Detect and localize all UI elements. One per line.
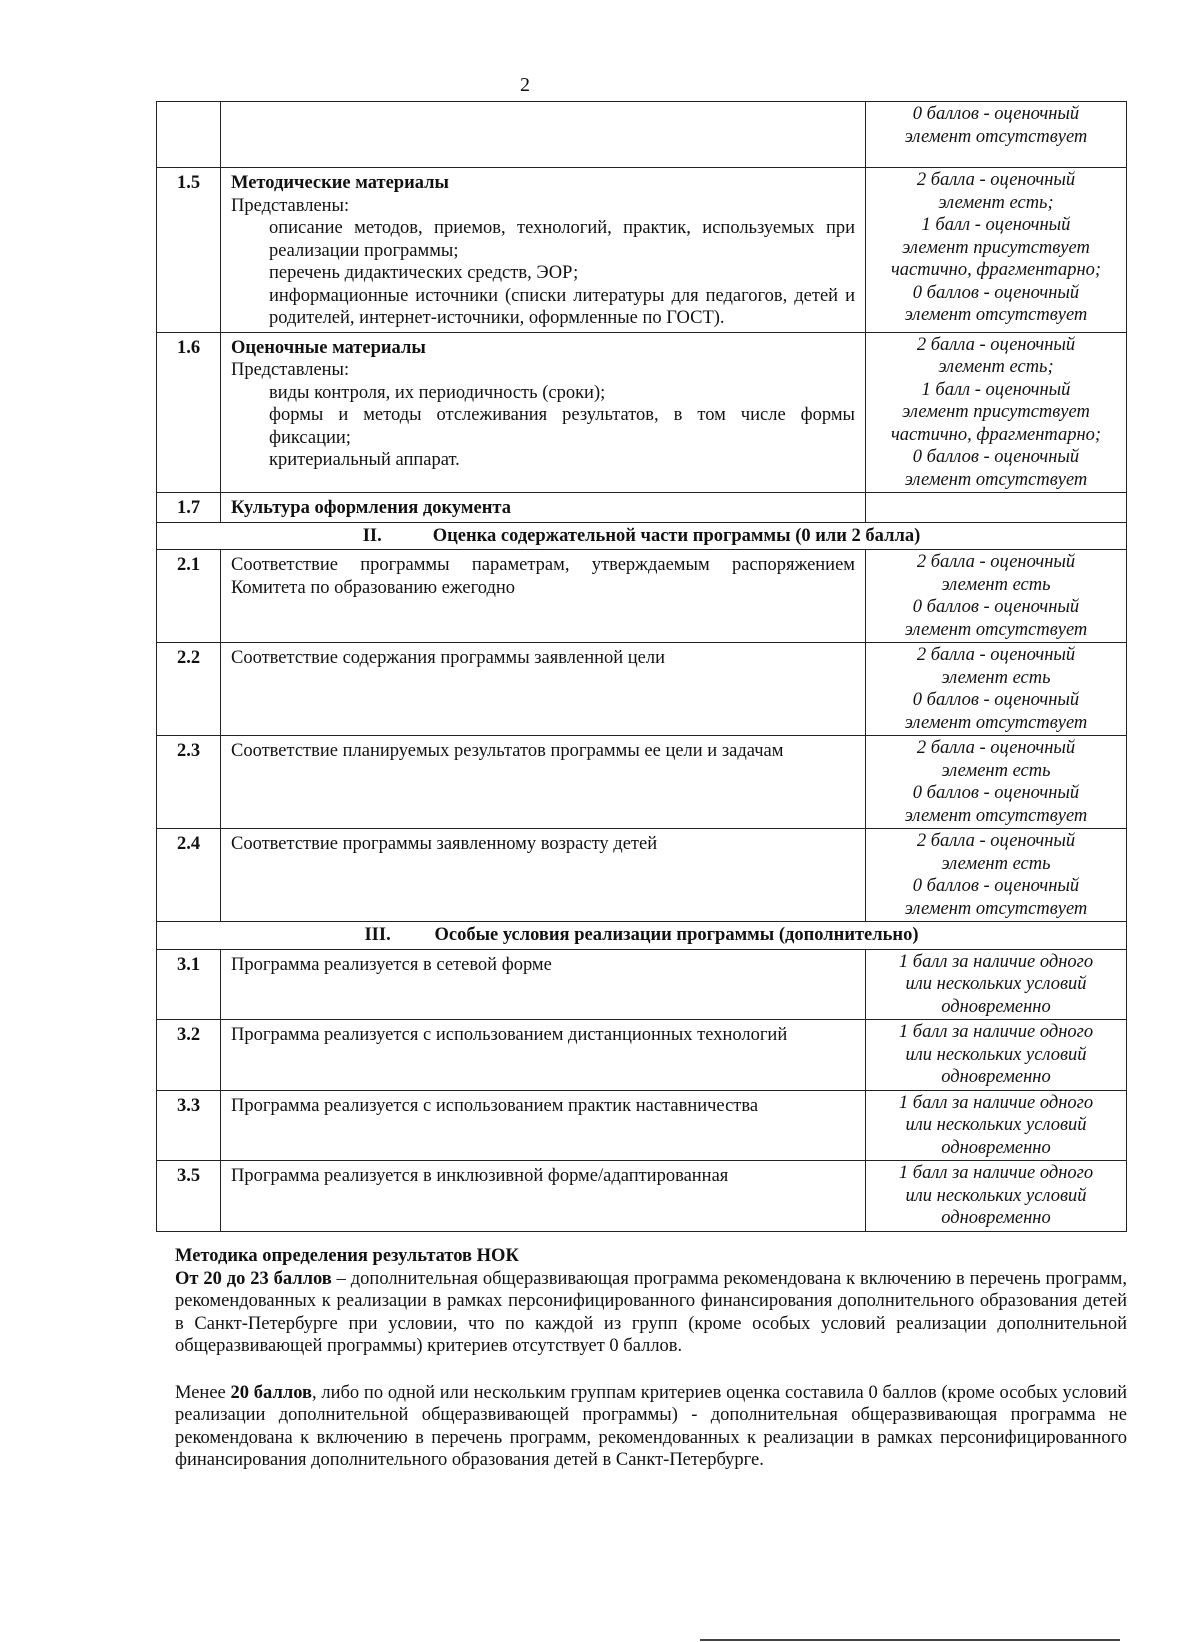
- score-line: 2 балла - оценочный: [916, 334, 1076, 355]
- table-row: [157, 643, 1127, 736]
- score-line: элемент отсутствует: [904, 126, 1088, 147]
- row-description: [221, 332, 866, 493]
- score-line: элемент есть: [941, 574, 1051, 595]
- score-line: 0 баллов - оценочный: [912, 447, 1080, 467]
- row-description: Программа реализуется с использованием дистанционных технологий: [221, 1020, 866, 1091]
- score-line: элемент отсутствует: [904, 469, 1088, 490]
- methodology-paragraph-1: [175, 1268, 1127, 1358]
- methodology-section: [175, 1245, 1127, 1472]
- score-line: 2 балла - оценочный: [916, 170, 1076, 190]
- score-line: или нескольких условий: [905, 1044, 1087, 1065]
- score-line: 0 баллов - оценочный: [912, 597, 1080, 617]
- page-bottom-rule: [700, 1639, 1120, 1641]
- list-item: описание методов, приемов, технологий, практик, используемых при реализации программы;: [269, 218, 855, 261]
- row-number: 3.2: [157, 1020, 221, 1091]
- methodology-paragraph-2: [175, 1382, 1127, 1472]
- section-header: [157, 922, 1127, 950]
- score-line: 1 балл - оценочный: [921, 379, 1071, 400]
- row-description: Соответствие содержания программы заявленной цели: [221, 643, 866, 736]
- section-title: Оценка содержательной части программы (0 или 2 балла): [432, 525, 921, 546]
- paragraph-text: , либо по одной или нескольким группам критериев оценка составила 0 баллов (кроме особых условий реализации дополнительной общеразвивающей программы) - дополнительная общеразвивающая программа не рекомендована к включению в перечень программ, рекомендованных к реализации в рамках персонифицированного финансирования дополнительного образования детей в Санкт-Петербурге.: [175, 1382, 1127, 1470]
- score-line: 1 балл - оценочный: [921, 215, 1071, 235]
- row-subtitle: Представлены:: [231, 195, 350, 216]
- table-row: [157, 550, 1127, 643]
- section-number: II.: [362, 525, 382, 546]
- score-line: 1 балл за наличие одного: [898, 1022, 1094, 1042]
- row-score: [866, 736, 1127, 829]
- row-description: Соответствие планируемых результатов программы ее цели и задачам: [221, 736, 866, 829]
- criteria-table: [156, 101, 1127, 1232]
- row-description: Программа реализуется в инклюзивной форме/адаптированная: [221, 1161, 866, 1232]
- row-number: 2.1: [157, 550, 221, 643]
- score-line: 1 балл за наличие одного: [898, 1163, 1094, 1183]
- score-line: элемент отсутствует: [904, 619, 1088, 640]
- score-line: элемент отсутствует: [904, 712, 1088, 733]
- row-number: 3.1: [157, 949, 221, 1020]
- score-line: 0 баллов - оценочный: [912, 783, 1080, 803]
- score-line: элемент есть: [941, 853, 1051, 874]
- score-line: или нескольких условий: [905, 1185, 1087, 1206]
- score-line: элемент присутствует: [902, 237, 1090, 258]
- row-description: Соответствие программы заявленному возрасту детей: [221, 829, 866, 922]
- table-row: [157, 1020, 1127, 1091]
- row-subtitle: Представлены:: [231, 360, 350, 380]
- row-number: 2.4: [157, 829, 221, 922]
- score-line: 0 баллов - оценочный: [912, 690, 1080, 710]
- list-item: перечень дидактических средств, ЭОР;: [269, 263, 579, 283]
- row-score: [866, 332, 1127, 493]
- list-item: формы и методы отслеживания результатов, в том числе формы фиксации;: [269, 405, 855, 448]
- score-line: 0 баллов - оценочный: [912, 104, 1080, 124]
- row-score: [866, 102, 1127, 168]
- row-score: [866, 949, 1127, 1020]
- row-number: 3.5: [157, 1161, 221, 1232]
- row-number: 3.3: [157, 1090, 221, 1161]
- row-number: 1.5: [157, 168, 221, 333]
- score-line: одновременно: [941, 1208, 1051, 1228]
- row-number: 1.7: [157, 493, 221, 523]
- list-item: информационные источники (списки литературы для педагогов, детей и родителей, интернет-источники, оформленные по ГОСТ).: [269, 285, 855, 328]
- score-line: частично, фрагментарно;: [890, 424, 1102, 445]
- table-row: [157, 736, 1127, 829]
- score-line: 0 баллов - оценочный: [912, 876, 1080, 896]
- row-description: [221, 168, 866, 333]
- row-description: [221, 102, 866, 168]
- score-line: элемент отсутствует: [904, 305, 1088, 325]
- score-line: частично, фрагментарно;: [890, 260, 1102, 280]
- row-score: [866, 643, 1127, 736]
- list-item: критериальный аппарат.: [269, 450, 460, 470]
- score-line: одновременно: [941, 1067, 1051, 1087]
- section-header: [157, 522, 1127, 550]
- score-line: 1 балл за наличие одного: [898, 951, 1094, 972]
- score-line: одновременно: [941, 1137, 1051, 1158]
- table-row: [157, 1161, 1127, 1232]
- score-line: элемент есть: [941, 667, 1051, 688]
- row-title: Оценочные материалы: [231, 337, 426, 358]
- score-line: элемент отсутствует: [904, 898, 1088, 919]
- methodology-heading: Методика определения результатов НОК: [175, 1246, 519, 1266]
- row-description: [221, 493, 866, 523]
- row-number: 1.6: [157, 332, 221, 493]
- paragraph-prefix: Менее: [175, 1382, 231, 1403]
- score-line: элемент есть;: [938, 357, 1054, 377]
- row-score: [866, 168, 1127, 333]
- page-number: 2: [520, 74, 530, 96]
- score-line: элемент отсутствует: [904, 805, 1088, 826]
- row-score: [866, 550, 1127, 643]
- table-row: [157, 102, 1127, 168]
- table-row: [157, 168, 1127, 333]
- score-line: 1 балл за наличие одного: [898, 1092, 1094, 1113]
- row-score: [866, 1090, 1127, 1161]
- score-line: 2 балла - оценочный: [916, 831, 1076, 851]
- table-row: [157, 949, 1127, 1020]
- score-line: элемент есть: [941, 760, 1051, 781]
- section-title: Особые условия реализации программы (дополнительно): [434, 925, 919, 945]
- row-description: Программа реализуется в сетевой форме: [221, 949, 866, 1020]
- row-title: Культура оформления документа: [231, 498, 511, 518]
- list-item: виды контроля, их периодичность (сроки);: [269, 382, 606, 403]
- score-line: одновременно: [941, 996, 1051, 1017]
- score-line: элемент есть;: [938, 192, 1054, 213]
- table-row: [157, 1090, 1127, 1161]
- table-row: [157, 332, 1127, 493]
- table-row: [157, 829, 1127, 922]
- score-line: или нескольких условий: [905, 1115, 1087, 1135]
- row-number: 2.2: [157, 643, 221, 736]
- paragraph-text: – дополнительная общеразвивающая программа рекомендована к включению в перечень программ, рекомендованных к реализации в рамках персонифицированного финансирования дополнительного образования детей в Санкт-Петербурге при условии, что по каждой из групп (кроме особых условий реализации дополнительной общеразвивающей программы) критериев отсутствует 0 баллов.: [175, 1268, 1127, 1356]
- score-line: 0 баллов - оценочный: [912, 282, 1080, 303]
- row-description: Соответствие программы параметрам, утверждаемым распоряжением Комитета по образованию ежегодно: [221, 550, 866, 643]
- score-line: 2 балла - оценочный: [916, 552, 1076, 572]
- row-score: [866, 1020, 1127, 1091]
- row-description: Программа реализуется с использованием практик наставничества: [221, 1090, 866, 1161]
- row-score: [866, 829, 1127, 922]
- row-score: [866, 1161, 1127, 1232]
- score-range: От 20 до 23 баллов: [175, 1268, 332, 1289]
- score-threshold: 20 баллов: [230, 1382, 312, 1403]
- score-line: элемент присутствует: [902, 402, 1090, 422]
- score-line: 2 балла - оценочный: [916, 738, 1076, 758]
- row-number: 2.3: [157, 736, 221, 829]
- score-line: или нескольких условий: [905, 974, 1087, 994]
- score-line: 2 балла - оценочный: [916, 645, 1076, 665]
- row-title: Методические материалы: [231, 173, 449, 193]
- row-score: [866, 493, 1127, 523]
- row-number: [157, 102, 221, 168]
- section-number: III.: [364, 925, 391, 945]
- table-row: [157, 493, 1127, 523]
